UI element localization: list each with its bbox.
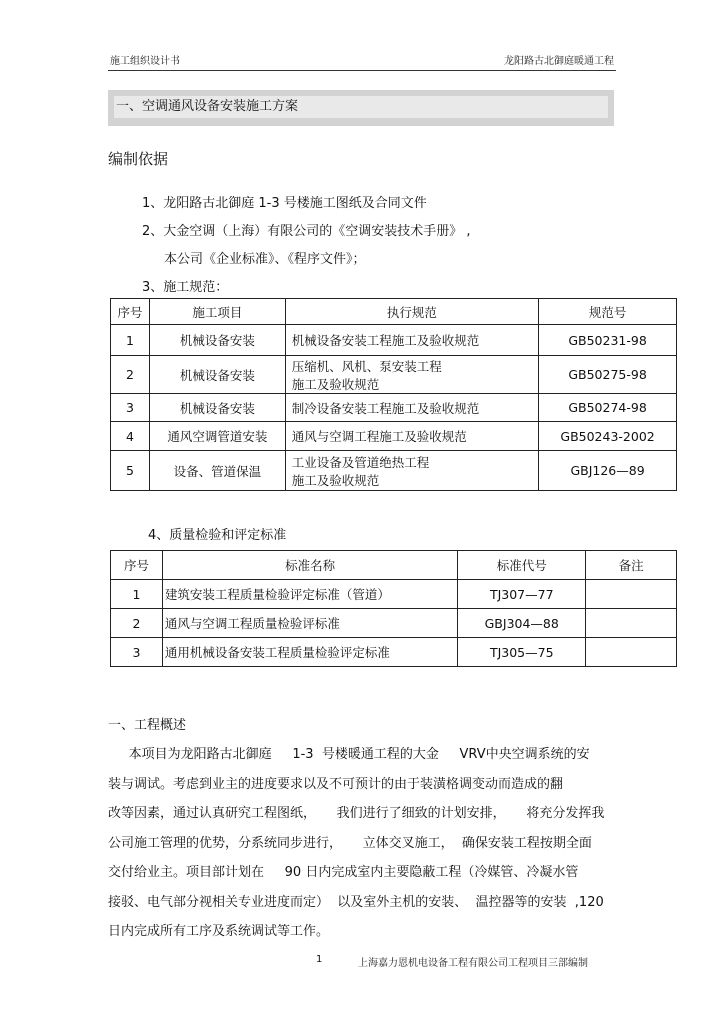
quality-no: 3 bbox=[111, 638, 163, 667]
header-rule bbox=[108, 70, 616, 71]
header-right: 龙阳路古北御庭暖通工程 bbox=[504, 56, 614, 67]
spec-header-std: 执行规范 bbox=[285, 299, 538, 325]
spec-header-no: 序号 bbox=[111, 299, 150, 325]
spec-item: 机械设备安装 bbox=[149, 356, 285, 394]
spec-std bbox=[285, 356, 538, 394]
basis-title: 编制依据 bbox=[108, 150, 169, 168]
overview-line: 公司施工管理的优势，分系统同步进行， 立体交叉施工， 确保安装工程按期全面 bbox=[108, 835, 592, 851]
spec-std-line1: 机械设备安装工程施工及验收规范 bbox=[291, 333, 480, 348]
quality-no: 1 bbox=[111, 580, 163, 609]
spec-std-line1: 通风与空调工程施工及验收规范 bbox=[291, 429, 467, 444]
spec-no: 5 bbox=[111, 451, 150, 491]
spec-code: GBJ126—89 bbox=[539, 451, 677, 491]
basis-item-2-cont: 本公司《企业标准》、《程序文件》； bbox=[164, 252, 366, 267]
spec-code: GB50275-98 bbox=[539, 356, 677, 394]
spec-table bbox=[110, 298, 677, 491]
overview-line: 交付给业主。项目部计划在 90 日内完成室内主要隐蔽工程（冷媒管、冷凝水管 bbox=[108, 865, 579, 880]
spec-item: 机械设备安装 bbox=[149, 325, 285, 356]
quality-name: 通用机械设备安装工程质量检验评定标准 bbox=[162, 638, 457, 667]
spec-std-line1: 压缩机、风机、泵安装工程 bbox=[291, 358, 442, 374]
spec-std bbox=[285, 451, 538, 491]
quality-note bbox=[586, 580, 677, 609]
spec-no: 1 bbox=[111, 325, 150, 356]
quality-code: TJ305—75 bbox=[458, 638, 586, 667]
basis-item-3: 3、施工规范： bbox=[142, 280, 229, 295]
quality-code: TJ307—77 bbox=[458, 580, 586, 609]
overview-line: 接驳、电气部分视相关专业进度而定） 以及室外主机的安装、 温控器等的安装 ,120 bbox=[108, 894, 604, 910]
spec-std-line2: 施工及验收规范 bbox=[291, 376, 380, 392]
footer-text: 上海嘉力恩机电设备工程有限公司工程项目三部编制 bbox=[358, 958, 588, 969]
spec-std bbox=[285, 394, 538, 422]
page-number: 1 bbox=[316, 954, 323, 965]
spec-code: GB50231-98 bbox=[539, 325, 677, 356]
table-row bbox=[111, 325, 677, 356]
table-row bbox=[111, 609, 677, 638]
table-row bbox=[111, 356, 677, 394]
spec-no: 3 bbox=[111, 394, 150, 422]
quality-title: 4、质量检验和评定标准 bbox=[148, 528, 287, 543]
quality-header-no: 序号 bbox=[111, 551, 163, 580]
basis-item-1: 1、龙阳路古北御庭 1-3 号楼施工图纸及合同文件 bbox=[142, 196, 427, 211]
quality-no: 2 bbox=[111, 609, 163, 638]
spec-header-code: 规范号 bbox=[539, 299, 677, 325]
quality-table bbox=[110, 550, 677, 667]
quality-header-name: 标准名称 bbox=[162, 551, 457, 580]
quality-table-header bbox=[111, 551, 677, 580]
quality-note bbox=[586, 609, 677, 638]
quality-code: GBJ304—88 bbox=[458, 609, 586, 638]
spec-item: 机械设备安装 bbox=[149, 394, 285, 422]
spec-std bbox=[285, 325, 538, 356]
section-title: 一、空调通风设备安装施工方案 bbox=[114, 96, 608, 118]
spec-no: 2 bbox=[111, 356, 150, 394]
overview-line: 本项目为龙阳路古北御庭 1-3 号楼暖通工程的大金 VRV中央空调系统的安 bbox=[108, 747, 590, 762]
spec-code: GB50274-98 bbox=[539, 394, 677, 422]
table-row bbox=[111, 580, 677, 609]
quality-note bbox=[586, 638, 677, 667]
spec-header-item: 施工项目 bbox=[149, 299, 285, 325]
table-row bbox=[111, 451, 677, 491]
table-row bbox=[111, 638, 677, 667]
overview-title: 一、工程概述 bbox=[108, 718, 187, 733]
overview-line: 装与调试。考虑到业主的进度要求以及不可预计的由于装潢格调变动而造成的翻 bbox=[108, 776, 564, 792]
section-title-bar bbox=[108, 90, 614, 126]
overview-line: 改等因素，通过认真研究工程图纸， 我们进行了细致的计划安排， 将充分发挥我 bbox=[108, 806, 605, 821]
spec-no: 4 bbox=[111, 422, 150, 451]
header-left: 施工组织设计书 bbox=[110, 56, 180, 67]
table-row bbox=[111, 422, 677, 451]
spec-std bbox=[285, 422, 538, 451]
spec-item: 设备、管道保温 bbox=[149, 451, 285, 491]
table-row bbox=[111, 394, 677, 422]
basis-item-2: 2、大金空调（上海）有限公司的《空调安装技术手册》 , bbox=[142, 224, 471, 239]
spec-table-header bbox=[111, 299, 677, 325]
quality-name: 通风与空调工程质量检验评标准 bbox=[162, 609, 457, 638]
spec-std-line2: 施工及验收规范 bbox=[291, 472, 380, 488]
overview-line: 日内完成所有工序及系统调试等工作。 bbox=[108, 924, 330, 939]
spec-std-line1: 制冷设备安装工程施工及验收规范 bbox=[291, 400, 480, 416]
spec-code: GB50243-2002 bbox=[539, 422, 677, 451]
quality-header-code: 标准代号 bbox=[458, 551, 586, 580]
spec-item: 通风空调管道安装 bbox=[149, 422, 285, 451]
overview-paragraph bbox=[108, 740, 618, 947]
quality-name: 建筑安装工程质量检验评定标准（管道） bbox=[162, 580, 457, 609]
quality-header-note: 备注 bbox=[586, 551, 677, 580]
spec-std-line1: 工业设备及管道绝热工程 bbox=[291, 454, 430, 470]
